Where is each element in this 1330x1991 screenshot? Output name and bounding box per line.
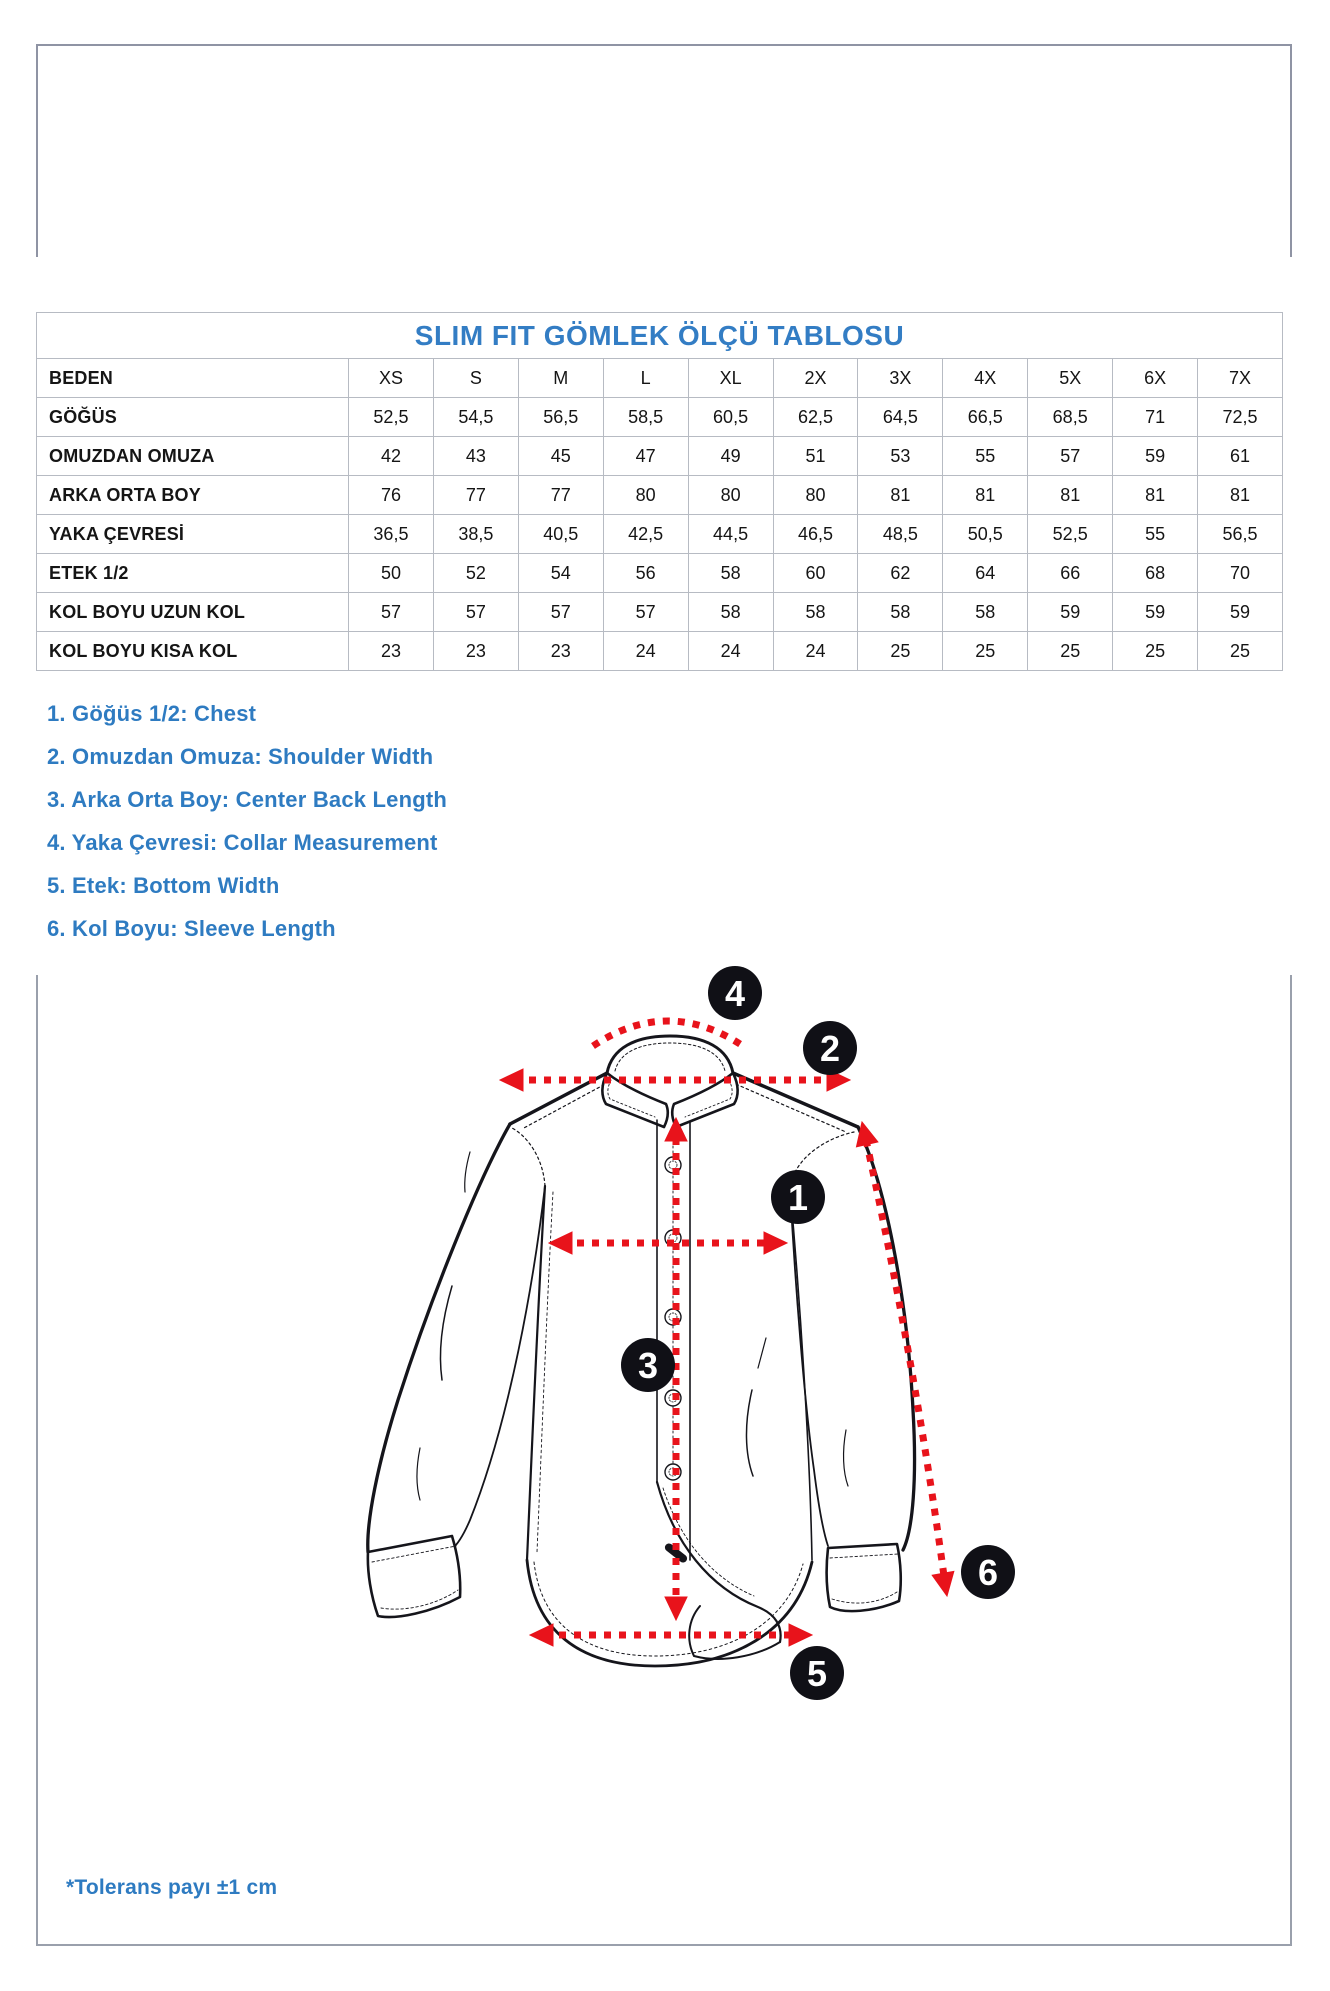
column-header-size-5x: 5X	[1028, 359, 1113, 398]
measurement-cell: 60,5	[688, 398, 773, 437]
measurement-cell: 81	[858, 476, 943, 515]
diagram-markers	[621, 966, 1015, 1700]
row-label: YAKA ÇEVRESİ	[37, 515, 349, 554]
measurement-cell: 57	[603, 593, 688, 632]
legend-item-collar: 4. Yaka Çevresi: Collar Measurement	[47, 830, 438, 855]
measurement-cell: 58,5	[603, 398, 688, 437]
table-row	[37, 515, 1283, 554]
table-row	[37, 398, 1283, 437]
measurement-cell: 64	[943, 554, 1028, 593]
column-header-size-xl: XL	[688, 359, 773, 398]
measurement-cell: 51	[773, 437, 858, 476]
measurement-cell: 60	[773, 554, 858, 593]
measurement-cell: 25	[858, 632, 943, 671]
measurement-cell: 59	[1028, 593, 1113, 632]
measurement-cell: 50,5	[943, 515, 1028, 554]
marker-5	[790, 1646, 844, 1700]
measurement-cell: 81	[1198, 476, 1283, 515]
measurement-cell: 81	[1028, 476, 1113, 515]
column-header-size-m: M	[518, 359, 603, 398]
row-label: KOL BOYU UZUN KOL	[37, 593, 349, 632]
measurement-cell: 58	[943, 593, 1028, 632]
measurement-cell: 25	[943, 632, 1028, 671]
marker-3	[621, 1338, 675, 1392]
measurement-cell: 57	[1028, 437, 1113, 476]
svg-text:6: 6	[977, 1552, 999, 1593]
measurement-cell: 38,5	[433, 515, 518, 554]
table-title-row	[37, 313, 1283, 359]
measurement-cell: 58	[858, 593, 943, 632]
column-header-size-3x: 3X	[858, 359, 943, 398]
measurement-cell: 55	[1113, 515, 1198, 554]
legend-item-shoulder: 2. Omuzdan Omuza: Shoulder Width	[47, 744, 434, 769]
measurement-cell: 36,5	[349, 515, 434, 554]
measurement-cell: 42	[349, 437, 434, 476]
sleeve-measure-line	[866, 1140, 944, 1576]
measurement-cell: 71	[1113, 398, 1198, 437]
measurement-cell: 25	[1198, 632, 1283, 671]
measurement-legend	[47, 692, 447, 950]
table-row	[37, 554, 1283, 593]
svg-text:4: 4	[724, 973, 746, 1014]
row-label: ETEK 1/2	[37, 554, 349, 593]
legend-item-bottom-width: 5. Etek: Bottom Width	[47, 873, 280, 898]
svg-text:5: 5	[806, 1653, 828, 1694]
measurement-cell: 80	[773, 476, 858, 515]
measurement-cell: 42,5	[603, 515, 688, 554]
measurement-cell: 56,5	[1198, 515, 1283, 554]
measurement-cell: 77	[518, 476, 603, 515]
measurement-cell: 49	[688, 437, 773, 476]
marker-1	[771, 1170, 825, 1224]
measurement-cell: 70	[1198, 554, 1283, 593]
measurement-cell: 76	[349, 476, 434, 515]
measurement-cell: 77	[433, 476, 518, 515]
table-row	[37, 437, 1283, 476]
tolerance-note: *Tolerans payı ±1 cm	[66, 1876, 278, 1899]
column-header-size-4x: 4X	[943, 359, 1028, 398]
measurement-cell: 58	[688, 554, 773, 593]
measurement-cell: 58	[688, 593, 773, 632]
table-title: SLIM FIT GÖMLEK ÖLÇÜ TABLOSU	[37, 313, 1283, 359]
table-row	[37, 632, 1283, 671]
collar-measure-arc	[593, 1021, 743, 1046]
table-row	[37, 593, 1283, 632]
measurement-cell: 57	[349, 593, 434, 632]
measurement-cell: 52,5	[1028, 515, 1113, 554]
measurement-cell: 68	[1113, 554, 1198, 593]
measurement-cell: 56	[603, 554, 688, 593]
measurement-cell: 81	[943, 476, 1028, 515]
measurement-cell: 23	[518, 632, 603, 671]
marker-6	[961, 1545, 1015, 1599]
svg-text:2: 2	[819, 1028, 841, 1069]
measurement-cell: 40,5	[518, 515, 603, 554]
measurement-cell: 81	[1113, 476, 1198, 515]
measurement-cell: 58	[773, 593, 858, 632]
row-label: ARKA ORTA BOY	[37, 476, 349, 515]
measurement-cell: 68,5	[1028, 398, 1113, 437]
measurement-cell: 54,5	[433, 398, 518, 437]
measurement-cell: 61	[1198, 437, 1283, 476]
size-table	[36, 312, 1283, 671]
column-header-size-2x: 2X	[773, 359, 858, 398]
top-placeholder-box	[36, 44, 1292, 257]
shirt-diagram	[360, 950, 1025, 1710]
measurement-cell: 52	[433, 554, 518, 593]
row-label: KOL BOYU KISA KOL	[37, 632, 349, 671]
legend-item-chest: 1. Göğüs 1/2: Chest	[47, 701, 257, 726]
column-header-size-7x: 7X	[1198, 359, 1283, 398]
measurement-cell: 80	[688, 476, 773, 515]
measurement-cell: 56,5	[518, 398, 603, 437]
measurement-cell: 25	[1113, 632, 1198, 671]
measurement-cell: 55	[943, 437, 1028, 476]
measurement-cell: 25	[1028, 632, 1113, 671]
marker-2	[803, 1021, 857, 1075]
measurement-cell: 52,5	[349, 398, 434, 437]
svg-text:1: 1	[787, 1177, 809, 1218]
measurement-cell: 47	[603, 437, 688, 476]
measurement-cell: 59	[1113, 593, 1198, 632]
measurement-cell: 66,5	[943, 398, 1028, 437]
column-header-size-6x: 6X	[1113, 359, 1198, 398]
measurement-cell: 57	[518, 593, 603, 632]
measurement-cell: 66	[1028, 554, 1113, 593]
row-label: GÖĞÜS	[37, 398, 349, 437]
measurement-cell: 57	[433, 593, 518, 632]
measurement-cell: 59	[1113, 437, 1198, 476]
measurement-cell: 45	[518, 437, 603, 476]
marker-4	[708, 966, 762, 1020]
table-header-row	[37, 359, 1283, 398]
measurement-cell: 62,5	[773, 398, 858, 437]
measurement-cell: 62	[858, 554, 943, 593]
measurement-cell: 46,5	[773, 515, 858, 554]
svg-text:3: 3	[637, 1345, 659, 1386]
measurement-cell: 44,5	[688, 515, 773, 554]
measurement-cell: 23	[349, 632, 434, 671]
measurement-cell: 53	[858, 437, 943, 476]
measurement-cell: 59	[1198, 593, 1283, 632]
measurement-cell: 43	[433, 437, 518, 476]
measurement-cell: 64,5	[858, 398, 943, 437]
measurement-cell: 24	[603, 632, 688, 671]
column-header-size-xs: XS	[349, 359, 434, 398]
measurement-cell: 48,5	[858, 515, 943, 554]
column-header-size-l: L	[603, 359, 688, 398]
measurement-cell: 24	[688, 632, 773, 671]
legend-item-back-length: 3. Arka Orta Boy: Center Back Length	[47, 787, 448, 812]
measurement-cell: 50	[349, 554, 434, 593]
column-header-beden: BEDEN	[37, 359, 349, 398]
table-row	[37, 476, 1283, 515]
row-label: OMUZDAN OMUZA	[37, 437, 349, 476]
measurement-cell: 24	[773, 632, 858, 671]
measurement-cell: 23	[433, 632, 518, 671]
measurement-cell: 80	[603, 476, 688, 515]
measurement-cell: 72,5	[1198, 398, 1283, 437]
measurement-cell: 54	[518, 554, 603, 593]
legend-item-sleeve-length: 6. Kol Boyu: Sleeve Length	[47, 916, 336, 941]
column-header-size-s: S	[433, 359, 518, 398]
